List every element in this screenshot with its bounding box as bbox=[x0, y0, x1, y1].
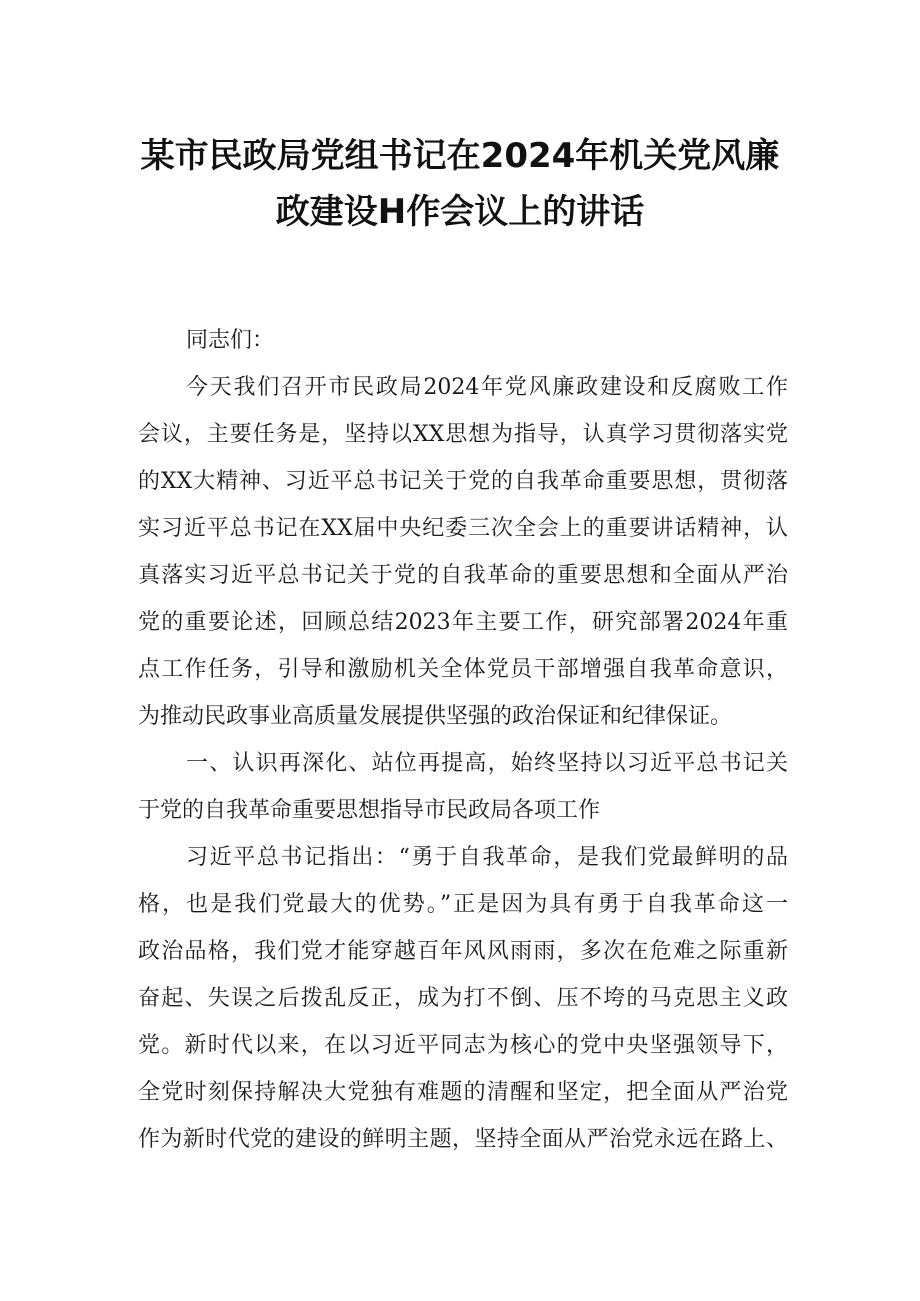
salutation: 同志们： bbox=[186, 328, 275, 353]
section-heading-line: 于党的自我革命重要思想指导市民政局各项工作 bbox=[138, 798, 601, 823]
document-title-line-1: 某市民政局党组书记在2024年机关党风廉 bbox=[140, 136, 780, 176]
body-line: 今天我们召开市民政局2024年党风廉政建设和反腐败工作 bbox=[186, 375, 788, 400]
body-line: 党的重要论述，回顾总结2023年主要工作，研究部署2024年重 bbox=[138, 610, 788, 635]
body-line: 全党时刻保持解决大党独有难题的清醒和坚定，把全面从严治党 bbox=[138, 1080, 788, 1105]
body-line: 会议，主要任务是，坚持以XX思想为指导，认真学习贯彻落实党 bbox=[138, 422, 788, 447]
body-line: 作为新时代党的建设的鲜明主题，坚持全面从严治党永远在路上、 bbox=[138, 1127, 788, 1152]
body-line: 格，也是我们党最大的优势。”正是因为具有勇于自我革命这一 bbox=[138, 892, 788, 917]
document-title-line-2: 政建设H作会议上的讲话 bbox=[275, 192, 645, 232]
body-line: 点工作任务，引导和激励机关全体党员干部增强自我革命意识， bbox=[138, 657, 788, 682]
body-line: 的XX大精神、习近平总书记关于党的自我革命重要思想，贯彻落 bbox=[138, 469, 788, 494]
body-line: 奋起、失误之后拨乱反正，成为打不倒、压不垮的马克思主义政 bbox=[138, 986, 788, 1011]
body-line: 习近平总书记指出：“勇于自我革命，是我们党最鲜明的品 bbox=[186, 845, 788, 870]
body-line: 党。新时代以来，在以习近平同志为核心的党中央坚强领导下， bbox=[138, 1033, 788, 1058]
body-line: 实习近平总书记在XX届中央纪委三次全会上的重要讲话精神，认 bbox=[138, 516, 788, 541]
body-line: 政治品格，我们党才能穿越百年风风雨雨，多次在危难之际重新 bbox=[138, 939, 788, 964]
body-line: 为推动民政事业高质量发展提供坚强的政治保证和纪律保证。 bbox=[138, 704, 733, 729]
body-line: 真落实习近平总书记关于党的自我革命的重要思想和全面从严治 bbox=[138, 563, 788, 588]
section-heading-line: 一、认识再深化、站位再提高，始终坚持以习近平总书记关 bbox=[186, 751, 788, 776]
